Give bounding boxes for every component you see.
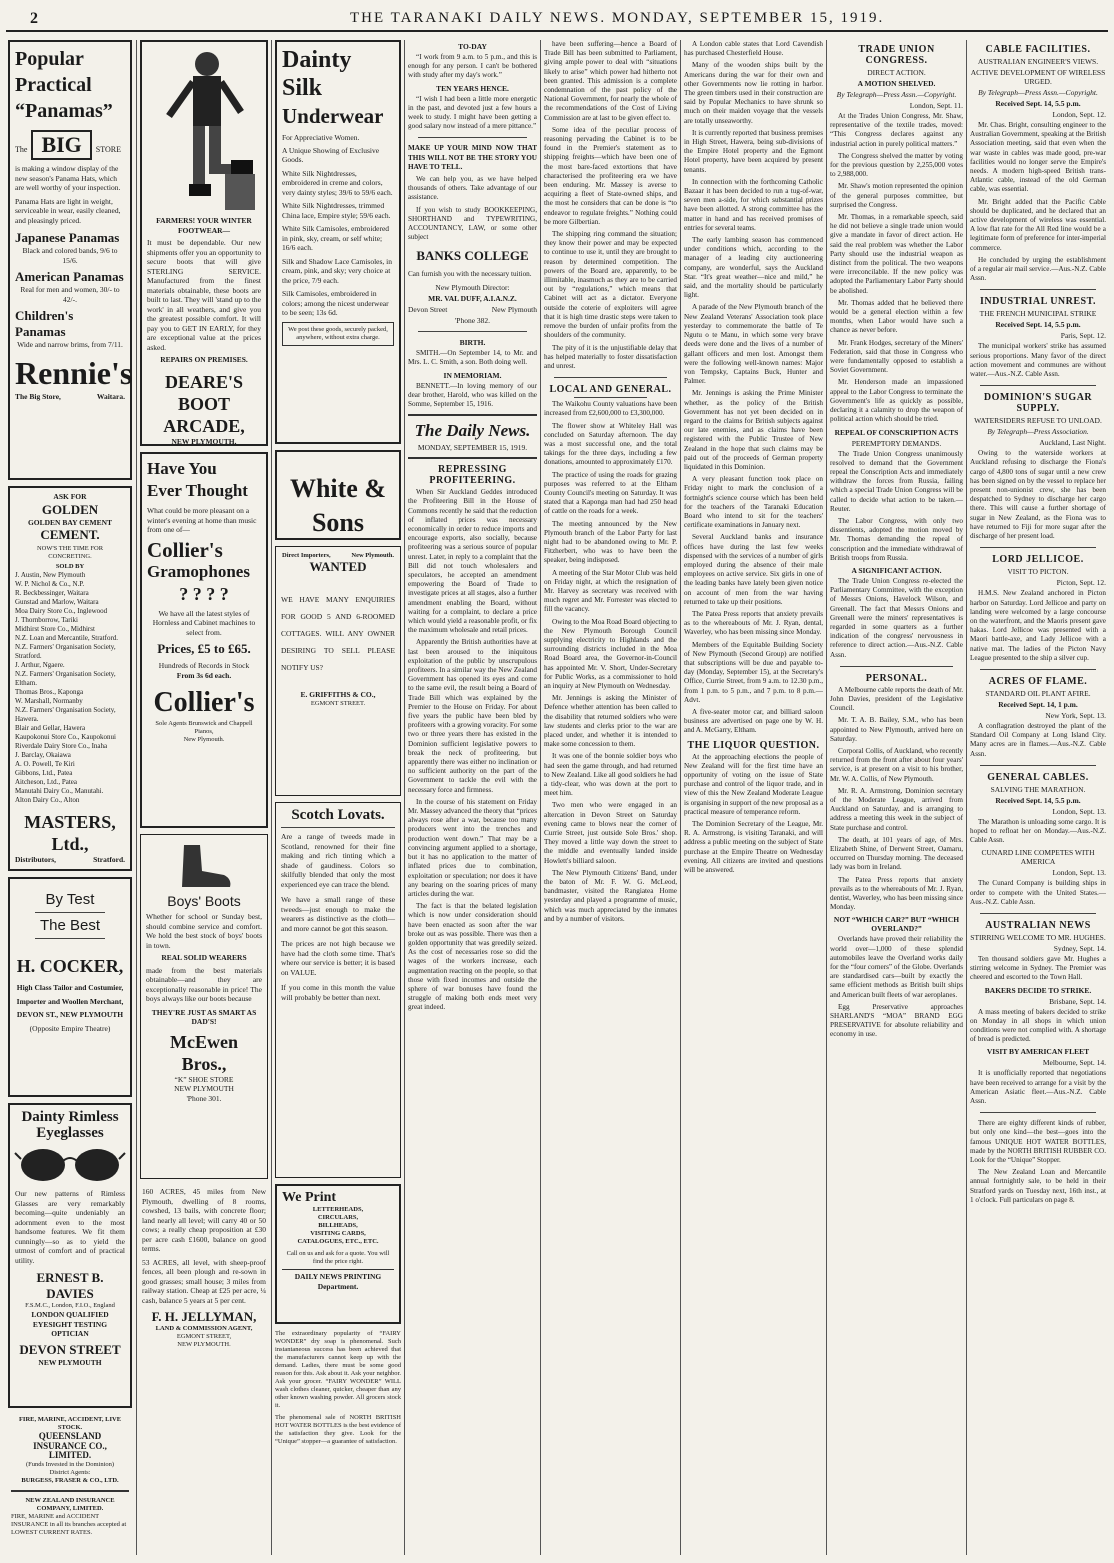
masthead [6, 4, 1108, 32]
product-heading: American Panamas [15, 269, 124, 284]
banks-college-name: BANKS COLLEGE [416, 248, 529, 264]
agent-list-item: Aitcheson, Ltd., Patea [15, 778, 78, 786]
agent-list-item: Kaupokonui Store Co., Kaupokonui [15, 733, 116, 741]
agent-list-item: N.Z. Farmers' Organisation Society, Hawera. [15, 706, 116, 723]
column-1 [8, 40, 132, 1555]
agent-list-item: Thomas Bros., Kaponga [15, 688, 84, 696]
newspaper-page [6, 4, 1108, 1559]
print-item: CATALOGUES, ETC., ETC. [297, 1238, 379, 1245]
agent-list-item: Midhirst Store Co., Midhirst [15, 625, 95, 633]
advert-text: is making a window display of the new season's Panama Hats, which are well worthy of your inspection. [15, 164, 121, 192]
silk-items-list [282, 169, 394, 318]
hot-water-bottle-notice: The phenomenal sale of NORTH BRITISH HOT WATER BOTTLES is the best evidence of the satisfaction they give. Look for the “Unique” stopper—a guarantee of satisfaction. [275, 1414, 401, 1445]
mcewen-logo: McEwen Bros., [170, 1031, 238, 1074]
agent-list-item: R. Beckbessinger, Waitara [15, 589, 89, 597]
deares-boot-arcade-advert: FARMERS! YOUR WINTER FOOTWEAR— It must be dependable. Our new shipments offer you an opportunity to secure boots that will give STERLING SERVICE. Manufactured from the finest materials obtainable, these boots are built to last. They will 'stand up to the work' in all weathers, and give you the greatest possible comfort. It will pay you to GET IN EARLY, for they are exceptional value at the prices asked. REPAIRS ON PREMISES. DEARE'S BOOT ARCADE, NEW PLYMOUTH. [140, 40, 268, 446]
land-agent-adverts: 160 ACRES, 45 miles from New Plymouth, dwelling of 8 rooms, cowshed, 13 bails, with concrete floor; land nearly all level; will carry 40 or 50 cows; a really cheap proposition at £30 per acre cash £1600, balance on good terms. 53 ACRES, all level, with sheep-proof fences, all been plough and re-sown in good grasses; small house; 3 miles from railway station. Cheap at £25 per acre, ¼ cash, balance 5 years at 5 per cent. F. H. JELLYMAN, LAND & COMMISSION AGENT, EGMONT STREET, NEW PLYMOUTH. [142, 1187, 266, 1348]
product-heading: Japanese Panamas [15, 230, 120, 245]
white-and-sons-advert: White & Sons Direct Importers, New Plymouth. [275, 450, 401, 540]
agent-list-item: Gunstad and Marlow, Waitara [15, 598, 99, 606]
masters-logo: MASTERS, Ltd., [24, 812, 116, 854]
agent-list-item: J. Barclay, Okaiawa [15, 751, 71, 759]
column-rule [136, 40, 137, 1555]
column-rule [540, 40, 541, 1555]
panamas-advert: Popular Practical “Panamas” The BIG STORE is making a window display of the new season's Panama Hats, which are well worthy of your inspection. Panama Hats are light in weight, serviceable in wear, easily cleaned, and pleasingly priced. Japanese Panamas Black and colored bands, 9/6 to 15/6. American Panamas Real for men and women, 30/- to 42/-. Children's Panamas Wide and narrow brims, from 7/11. Rennie's The Big Store, Waitara. [8, 40, 132, 480]
column-3 [275, 40, 401, 1555]
agent-list-item: Manutahi Dairy Co., Manutahi. [15, 787, 104, 795]
agent-list-item: J. Arthur, Ngaere. [15, 661, 65, 669]
silk-item: White Silk Camisoles, embroidered in pink, sky, cream, or self white; 16/6 each. [282, 224, 390, 252]
print-items-list [282, 1206, 394, 1246]
boot-icon [174, 841, 234, 891]
deares-logo: DEARE'S [164, 371, 244, 392]
agent-list-item: Alton Dairy Co., Alton [15, 796, 80, 804]
editorial-heading: REPRESSING PROFITEERING. [429, 464, 516, 487]
column-7: TRADE UNION CONGRESS. DIRECT ACTION. A MOTION SHELVED. By Telegraph—Press Assn.—Copyright. London, Sept. 11. At the Trades Union Congress, Mr. Shaw, representative of the textile trades, moved: “This Congress declares against any industrial action in purely political matters.” The Congress shelved the matter by voting for the previous question by 2,255,000 votes to 2,988,000. Mr. Shaw's motion represented the opinion of the general purposes committee, but surprised the Congress. Mr. Thomas, in a remarkable speech, said he did not believe a single trade union would give a mandate in favor of direct action. He said the real problem was whether the Labor Party should use the industrial weapon as distinct from the political. The two weapons were irreconcilable. If the new policy was adopted the Parliamentary Labor Party should be abolished. Mr. Thomas added that he believed there would be a general election within a few months, when Labor would have such a chance as never before. Mr. Frank Hodges, secretary of the Miners' Federation, said that those in Congress who were fundamentally opposed to establish a Soviet Government. Mr. Henderson made an impassioned appeal to the Labor Congress to terminate the Government's life as quickly as possible, declaring it a calamity to drop the weapon of political action which should be tried. REPEAL OF CONSCRIPTION ACTS PEREMPTORY DEMANDS. The Trade Union Congress unanimously resolved to demand that the Government repeal the Conscription Acts and immediately withdraw the forces from Russia, failing which a special Trade Union Congress will be called to decide what action to be taken.—Reuter. The Labor Congress, with only two dissentients, adopted the motion moved by Mr. Thomas demanding the repeal of conscription and the immediate withdrawal of British troops from Russia. A SIGNIFICANT ACTION. The Trade Union Congress re-elected the Parliamentary Committee, with the exception of Messrs Onions, Havelock Wilson, and Greenall. The fact that Messrs Onions and Greenall were the miners' representatives is regarded in some quarters as a further indication of the congress' nervousness in reference to direct action.—Aus.-N.Z. Cable Assn. PERSONAL. A Melbourne cable reports the death of Mr. John Davies, president of the Legislative Council. Mr. T. A. B. Bailey, S.M., who has been appointed to New Plymouth, arrived here on Saturday. Corporal Collis, of Auckland, who recently returned from the front after about four years' service, is at present on a visit to his brother, Mr. W. A. Collis, of New Plymouth. Mr. R. A. Armstrong, Dominion secretary of the Moderate League, arrived from Auckland on Saturday, and is arranging to address a meeting this week in the subject of State purchase and control. The death, at 101 years of age, of Mrs. Elizabeth Shine, of Derwent Street, Oamaru, occurred on Thursday morning. The deceased lady was born in Ireland. The Patea Press reports that anxiety prevails as to the whereabouts of Mr. J. Ryan, dentist, Waverley, who has been missing since Monday. NOT “WHICH CAR?” BUT “WHICH OVERLAND?” Overlands have proved their reliability the world over—1,000 of these splendid automobiles leave the Overland works daily for the “four corners” of the Globe. Overlands are standardised cars—built by exactly the same efficient methods as British built ships and American built fleets of war aeroplanes. Egg Preservative approaches SHARLAND'S “MOA” BRAND EGG PRESERVATIVE for absolute reliability and economy in use. [830, 44, 963, 1039]
fairy-wonder-notice: The extraordinary popularity of “FAIRY WONDER” dry soap is phenomenal. Such instantaneous success has been achieved that the manufacturers cannot keep up with the demand. Ladies, there must be some good reason for this. Ask about it. Ask your neighbor. Ask your grocer. “FAIRY WONDER” WILL wash clothes cleaner, quicker, cheaper than any other known washing powder. All grocers stock it. [275, 1330, 401, 1409]
colliers-gramophones-advert: Have You Ever Thought What could be more pleasant on a winter's evening at home than music from one of— Collier's Gramophones ? ? ? ? We have all the latest styles of Hornless and Cabinet machines to select from. Prices, £5 to £65. Hundreds of Records in Stock From 3s 6d each. Collier's Sole Agents Brunswick and Chappell Pianos, New Plymouth. [140, 452, 268, 828]
cable-facilities-heading: CABLE FACILITIES. [985, 44, 1091, 55]
product-heading: Children's Panamas [15, 308, 74, 339]
insurance-advert: FIRE, MARINE, ACCIDENT, LIVE STOCK. QUEENSLAND INSURANCE CO., LIMITED. (Funds Invested in the Dominion) District Agents: BURGESS, FRASER & CO., LTD. NEW ZEALAND INSURANCE COMPANY, LIMITED. FIRE, MARINE and ACCIDENT INSURANCE in all its branches accepted at LOWEST CURRENT RATES. [8, 1414, 132, 1539]
boys-boots-advert: Boys' Boots Whether for school or Sunday best, should combine service and comfort. We hold the best stock of boys' boots in town. REAL SOLID WEARERS made from the best materials obtainable—and they are exceptionally reasonable in price! The boys always like our boots because THEY'RE JUST AS SMART AS DAD'S! McEwen Bros., “K” SHOE STORE NEW PLYMOUTH 'Phone 301. [140, 834, 268, 1179]
agent-list-item: W. P. Nichol & Co., N.P. [15, 580, 85, 588]
agent-list-item: N.Z. Farmers' Organisation Society, Stratford. [15, 643, 116, 660]
agent-list-item: J. Austin, New Plymouth [15, 571, 86, 579]
agent-list-item: A. O. Powell, Te Kiri [15, 760, 75, 768]
agent-list-item: N.Z. Loan and Mercantile, Stratford. [15, 634, 119, 642]
daily-news-nameplate: The Daily News. [414, 421, 531, 441]
agents-list [15, 571, 125, 805]
farmer-figure-icon [149, 46, 259, 216]
column-rule [966, 40, 967, 1555]
column-rule [271, 40, 272, 1555]
column-8: CABLE FACILITIES. AUSTRALIAN ENGINEER'S VIEWS. ACTIVE DEVELOPMENT OF WIRELESS URGED. By Telegraph—Press Assn.—Copyright. Received Sept. 14, 5.5 p.m. London, Sept. 12. Mr. Chas. Bright, consulting engineer to the Australian Government, speaking at the British Association meeting, said that even when the war waste in cables was made good, pre-war facilities would no longer serve the Empire's needs. A modern high-speed British trans-Atlantic cable, instead of the old German cable, was essential. Mr. Bright added that the Pacific Cable should be duplicated, and he declared that an active development of wireless was essential. A low flat rate for the All Red line would be a legitimate form of preference for inter-imperial commerce. He concluded by urging the establishment of a regular air mail service.—Aus.-N.Z. Cable Assn. INDUSTRIAL UNREST. THE FRENCH MUNICIPAL STRIKE Received Sept. 14, 5.5 p.m. Paris, Sept. 12. The municipal workers' strike has assumed serious proportions. Many favor of the direct action movement and communes are without water.—Aus.-N.Z. Cable Assn. DOMINION'S SUGAR SUPPLY. WATERSIDERS REFUSE TO UNLOAD. By Telegraph—Press Association. Auckland, Last Night. Owing to the waterside workers at Auckland refusing to discharge the Fiona's cargo of 4,800 tons of sugar until a new crew has been signed on by the vessel to replace her present non-unionist crew, she has been despatched to Sydney to discharge her cargo there. This will cause a further shortage of sugar in New Zealand, as the Fiona was to have returned to Fiji for more sugar after the discharge of her present load. LORD JELLICOE. VISIT TO PICTON. Picton, Sept. 12. H.M.S. New Zealand anchored in Picton harbor on Saturday. Lord Jellicoe and party on landing were welcomed by a large concourse on the waterfront, and the Maoris present gave hakas. Lord Jellicoe was presented with a Maori battle-axe, and Lady Jellicoe with a native mat. The ladies of the Picton Navy League presented to the ship a silver cup. ACRES OF FLAME. STANDARD OIL PLANT AFIRE. Received Sept. 14, 1 p.m. New York, Sept. 13. A conflagration destroyed the plant of the Standard Oil Company at Long Island City. Many acres are in flames.—Aus.-N.Z. Cable Assn. GENERAL CABLES. SALVING THE MARATHON. Received Sept. 14, 5.5 p.m. London, Sept. 13. The Marathon is unloading some cargo. It is hoped to refloat her on Monday.—Aus.-N.Z. Cable Assn. CUNARD LINE COMPETES WITH AMERICA London, Sept. 13. The Cunard Company is building ships in order to compete with the United States.—Aus.-N.Z. Cable Assn. AUSTRALIAN NEWS STIRRING WELCOME TO MR. HUGHES. Sydney, Sept. 14. Ten thousand soldiers gave Mr. Hughes a stirring welcome in Sydney. The Premier was cheered and escorted to the Town Hall. BAKERS DECIDE TO STRIKE. Brisbane, Sept. 14. A mass meeting of bakers decided to strike on Monday in all shops in which union conditions were not complied with. A shortage of bread is predicted. VISIT BY AMERICAN FLEET Melbourne, Sept. 14. It is unofficially reported that negotiations have been received to arrange for a visit by the American Asiatic fleet.—Aus.-N.Z. Cable Assn. There are eighty different kinds of rubber, but only one kind—the best—goes into the famous UNIQUE HOT WATER BOTTLES, made by the NORTH BRITISH RUBBER CO. Look for the “Unique” Stopper. The New Zealand Loan and Mercantile annual fortnightly sale, to be held in their Stratford yards on Tuesday next, 16th inst., at 1 o'clock. Full particulars on page 8. [970, 44, 1106, 1204]
agent-list-item: Riverdale Dairy Store Co., Inaha [15, 742, 108, 750]
column-rule [680, 40, 681, 1555]
print-item: CIRCULARS, [317, 1214, 359, 1221]
advert-text: Panama Hats are light in weight, serviceable in wear, easily cleaned, and pleasingly priced. [15, 196, 121, 225]
agent-list-item: Blair and Gellar, Hawera [15, 724, 86, 732]
we-print-advert: We Print LETTERHEADS, CIRCULARS, BILLHEADS, VISITING CARDS, CATALOGUES, ETC., ETC. Call on us and ask for a quote. You will find the price right. DAILY NEWS PRINTING Department. [275, 1184, 401, 1324]
eyeglasses-icon [15, 1145, 125, 1185]
advert-heading: Popular [15, 48, 84, 70]
big-store-logo: The BIG STORE [15, 130, 125, 160]
column-2 [140, 40, 268, 1555]
agent-list-item: Gibbons, Ltd., Patea [15, 769, 73, 777]
cocker-tailor-advert: By Test The Best H. COCKER, High Class Tailor and Costumier, Importer and Woollen Merchant, DEVON ST., NEW PLYMOUTH (Opposite Empire Theatre) [8, 877, 132, 1097]
column-rule [826, 40, 827, 1555]
rennies-logo: Rennie's [15, 354, 133, 391]
newspaper-title: THE TARANAKI DAILY NEWS. MONDAY, SEPTEMBER 15, 1919. [350, 10, 885, 26]
print-item: VISITING CARDS, [310, 1230, 366, 1237]
agent-list-item: N.Z. Farmers' Organisation Society, Eltham. [15, 670, 116, 687]
wanted-advert: WANTED WE HAVE MANY ENQUIRIES FOR GOOD 5 AND 6-ROOMED COTTAGES. WILL ANY OWNER DESIRING TO SELL PLEASE NOTIFY US? E. GRIFFITHS & CO., EGMONT STREET. [275, 546, 401, 796]
scotch-lovats-advert: Scotch Lovats. Are a range of tweeds made in Scotland, renowned for their fine making and rich tinting which a shade of gaudiness. Colors so skilfully blended that only the most experienced eye can trace the blend. We have a small range of these tweeds—just enough to make the wearers as distinctive as the cloth—and more cannot be got this season. The prices are not high because we have had the cloth some time. That's where our service is better; it is based on VALUE. If you come in this month the value will probably be better than next. [275, 802, 401, 1178]
advert-heading: Practical [15, 74, 92, 96]
print-item: LETTERHEADS, [312, 1206, 364, 1213]
silk-item: White Silk Nightdresses, trimmed China lace, Empire style; 59/6 each. [282, 201, 391, 220]
cocker-name: H. COCKER, [16, 956, 124, 976]
golden-bay-cement-advert: ASK FOR GOLDEN GOLDEN BAY CEMENT CEMENT. NOW'S THE TIME FOR CONCRETING. SOLD BY J. Austin, New Plymouth W. P. Nichol & Co., N.P. R. Beckbessinger, Waitara Gunstad and Marlow, Waitara Moa Dairy Store Co., Inglewood J. Thornborrow, Tariki Midhirst Store Co., Midhirst N.Z. Loan and Mercantile, Stratford. N.Z. Farmers' Organisation Society, Stratford. J. Arthur, Ngaere. N.Z. Farmers' Organisation Society, Eltham. Thomas Bros., Kaponga W. Marshall, Normanby N.Z. Farmers' Organisation Society, Hawera. Blair and Gellar, Hawera Kaupokonui Store Co., Kaupokonui Riverdale Dairy Store Co., Inaha J. Barclay, Okaiawa A. O. Powell, Te Kiri Gibbons, Ltd., Patea Aitcheson, Ltd., Patea Manutahi Dairy Co., Manutahi. Alton Dairy Co., Alton MASTERS, Ltd., Distributors, Stratford. [8, 486, 132, 871]
print-item: BILLHEADS, [318, 1222, 358, 1229]
advert-footer: The Big Store, Waitara. [15, 391, 125, 401]
silk-item: Silk Camisoles, embroidered in colors; among the nicest underwear to be seen; 13s 6d. [282, 289, 389, 317]
advert-heading: “Panamas” [15, 100, 113, 122]
local-and-general-heading: LOCAL AND GENERAL. [549, 384, 672, 396]
page-number: 2 [30, 10, 38, 27]
personal-heading: PERSONAL. [865, 672, 928, 684]
column-6: A London cable states that Lord Cavendish has purchased Chesterfield House. Many of the wooden ships built by the Americans during the war for their own and other Governments now lie rotting in harbor. The green timbers used in their construction are said by Popular Mechanics to have shrunk so much on their maiden voyage that the vessels are totally unseaworthy. It is currently reported that business premises in High Street, Hawera, being sub-divisions of the Empire Hotel property and the Egmont Hotel property, have been acquired by present tenants. In connection with the forthcoming Catholic Bazaar it has been decided to run a tug-of-war, seven men a-side, for which substantial prizes have been allotted. A strong committee has the matter in hand and has received promises of entries for several teams. The early lambing season has commenced under conditions which, according to the manager of a leading city auctioneering company, are wonderful, says the Auckland Star. “It's great weather—nice and mild,” he said, and the mortality should be particularly light. A parade of the New Plymouth branch of the New Zealand Veterans' Association took place yesterday to commemorate the battle of Te Ngutu o te Manu, in which some very brave deeds were done and the lives of a number of gallant officers and men lost. Amongst them were the following well-known names: Major von Tempsky, Captains Buck, Hunter and Palmer. Mr. Jennings is asking the Prime Minister whether, as the policy of the British Government has not yet been decided on in regard to the claims for British subjects against our late enemies, and as claims have been registered with the Public Trustee of New Zealand in the hope that such claims may be paid out of the proceeds of German property liquidated in this Dominion. A very pleasant function took place on Friday night to mark the conclusion of a fortnight's science course which has been held for the teachers of the Taranaki Education Board who intend to sit for the teachers' certificate examinations in January next. Several Auckland banks and insurance offices have during the last few weeks dispensed with the services of a number of girls employed during the absence of their male employees on active service. Six girls in one of the leading banks have lately been given notice on account of men from the war having returned to take up their positions. The Patea Press reports that anxiety prevails as to the whereabouts of Mr. J. Ryan, dental, Waverley, who has been missing since Monday. Members of the Equitable Building Society of New Plymouth (Second Group) are notified that subscriptions will be due and payable to-day (Monday, September 15), at the Secretary's Office, Currie Street, from 9 a.m. to 12.30 p.m., from 1 p.m. to 5 p.m., and 7 p.m. to 8 p.m.—Advt. A five-seater motor car, and billiard saloon business are advertised on page one by W. H. and A. McGarry, Eltham. THE LIQUOR QUESTION. At the approaching elections the people of New Zealand will for the first time have an opportunity of voting on the issue of State purchase and control of the liquor trade, and in view of this the New Zealand Moderate League is organising in support of the new proposal as a practical measure of temperance reform. The Dominion Secretary of the League, Mr. R. A. Armstrong, is visiting Taranaki, and will address a public meeting on the subject of State purchase at the Empire Theatre on Wednesday evening. All citizens are invited and questions will be answered. [684, 40, 824, 875]
silk-item: White Silk Nightdresses, embroidered in creme and colors, very dainty styles; 39/6 to 59/6 each. [282, 168, 393, 197]
column-4: TO-DAY “I work from 9 a.m. to 5 p.m., and this is enough for any person. I can't be bothered with study after my day's work.” TEN YEARS HENCE. “I wish I had been a little more energetic in the past, and devoted just a few hours a week to study. I might have been getting a good salary now instead of a mere pittance.” MAKE UP YOUR MIND NOW THAT THIS WILL NOT BE THE STORY YOU HAVE TO TELL. We can help you, as we have helped thousands of others. Take advantage of our assistance. If you wish to study BOOKKEEPING, SHORTHAND and TYPEWRITING, ACCOUNTANCY, LAW, or some other subject BANKS COLLEGE Can furnish you with the necessary tuition. New Plymouth Director: MR. VAL DUFF, A.I.A.N.Z. Devon Street New Plymouth 'Phone 382. BIRTH. SMITH.—On September 14, to Mr. and Mrs. L. C. Smith, a son. Both doing well. IN MEMORIAM. BENNETT.—In loving memory of our dear brother, Harold, who was killed on the Somme, September 15, 1916. The Daily News. MONDAY, SEPTEMBER 15, 1919. REPRESSING PROFITEERING. When Sir Auckland Geddes introduced the Profiteering Bill in the House of Commons recently he said that the reduction of inflated prices was necessary economically in order to reduce imports and encourage exports, also socially, because profiteering was a serious source of popular unrest. Later, in reply to a complaint that the Bill did not touch wholesalers and speculators, he accepted an amendment empowering the Board of Trade to investigate prices at all stages, also a further amendment enabling the Board, without waiting for a complaint, to declare a price which would yield a reasonable profit, or fix the maximum wholesale and retail prices. Apparently the British authorities have at last been aroused to the iniquitous exploitation of the public by unscrupulous profiteers. In a similar way the New Zealand Government has opened its eyes and come to the same evil, the result being a Board of Trade Bill which was explained by the Premier to the House on Friday. For about five years the public have been bled by profiteers with a growing voracity. For some two or three years there has existed in the Dominion sufficient legislative powers to break the neck of profiteering, but apparently there was either no inclination or no sufficient authority on the part of the Government to tackle the evil with the necessary force and firmness. In the course of his statement on Friday Mr. Massey advanced the theory that “prices always rose after a war, because too many producers went into the trenches and production went down.” That may be a convincing argument applied to a shortage, but it has no application to the matter of inflated prices due to combination, exploitation or speculation; nor does it have any bearing on the soaring prices of many articles during the war. The fact is that the belated legislation which is now under consideration should have been enacted as soon after the war broke out as was possible. There was then a golden opportunity that was greedily seized. As the cost of necessaries rose so did the wages of the workers increase, each augmentation reacting on the people, so that those with fixed incomes and outside the sphere of war bonuses have found the struggle of making both ends meet very great indeed. [408, 42, 537, 1012]
white-sons-logo: White & Sons [289, 474, 387, 537]
agent-list-item: Moa Dairy Store Co., Inglewood [15, 607, 108, 615]
column-rule [404, 40, 405, 1555]
agent-list-item: J. Thornborrow, Tariki [15, 616, 78, 624]
eyeglasses-advert: Dainty Rimless Eyeglasses Our new patterns of Rimless Glasses are very remarkably becoming—quite undeniably an adornment even to the most handsome features. We fit them cunningly—so as to yield the utmost of comfort and of practical utility. ERNEST B. DAVIES F.S.M.C., London, F.I.O., England LONDON QUALIFIED EYESIGHT TESTING OPTICIAN DEVON STREET NEW PLYMOUTH [8, 1103, 132, 1408]
dainty-silk-underwear-advert: Dainty Silk Underwear For Appreciative Women. A Unique Showing of Exclusive Goods. White Silk Nightdresses, embroidered in creme and colors, very dainty styles; 39/6 to 59/6 each. White Silk Nightdresses, trimmed China lace, Empire style; 59/6 each. White Silk Camisoles, embroidered in pink, sky, cream, or self white; 16/6 each. Silk and Shadow Lace Camisoles, in cream, pink, and sky; very choice at the price, 7/9 each. Silk Camisoles, embroidered in colors; among the nicest underwear to be seen; 13s 6d. We post these goods, securely packed, anywhere, without extra charge. [275, 40, 401, 444]
optician-name: ERNEST B. DAVIES [36, 1270, 104, 1301]
column-5: have been suffering—hence a Board of Trade Bill has been submitted to Parliament, giving ample power to deal with “situations likely to arise” which power had hitherto not been granted. This admission is a complete condemnation of the past policy of the National Government, for nearly the whole of the recommendations of the Cost of Living Commission are at last to be given effect to. Some idea of the peculiar process of reasoning pervading the Cabinet is to be found in the Premier's statement as to shipping freights—which have been one of the most bare-faced extortions that have characterised the profiteering era we have been enduring. Mr. Massey is averse to acquiring a fleet of State-owned ships, and the most he considers that can be done is “to endeavor to regulate freights.” Nothing could be more Gilbertian. The shipping ring command the situation; they know their power and may be expected to continue to use it, until they are brought to reason by determined competition. The powers of the Board are, apparently, to be illimitable, inasmuch as they are to be carried out by “regulations,” which means that Cabinet will act as a dictator. Everyone outside the coterie of exploiters will agree that it is high time drastic steps were taken to remove the burden of unfair profits from the shoulders of the community. The pity of it is the unjustifiable delay that has helped materially to foster dissatisfaction and unrest. LOCAL AND GENERAL. The Waikohu County valuations have been increased from £2,600,000 to £3,300,000. The flower show at Whiteley Hall was concluded on Saturday afternoon. The day was a most successful one, and the total takings for the three days, including a few donations, amounted to approximately £170. The practice of using the roads for grazing purposes was referred to at the Eltham County Council's meeting on Saturday. It was stated that a Kaponga man had had 250 head of cattle on the roads for a week. The meeting announced by the New Plymouth branch of the Labor Party for last night had to be abandoned owing to Mr. P. Fitzherbert, who was to have been the speaker, being indisposed. A meeting of the Star Motor Club was held on Friday night, at which the resignation of Mr. Harvey as secretary was received with much regret and Mr. Forrester was elected to fill the vacancy. Owing to the Moa Road Board objecting to the New Plymouth Borough Council supplying electricity to Highlands and the surrounding districts included in the Moa Road Board area, the Governor-in-Council has appointed Mr. V. Short, Under-Secretary for Public Works, as a commissioner to hold an inquiry at New Plymouth on Wednesday. Mr. Jennings is asking the Minister of Defence whether attention has been called to the disability that returned soldiers who were law students and clerks prior to the war are placed under, and whether it is intended to make some concession to them. It was one of the bonnie soldier boys who had seen the game through, and had returned to New Zealand. Like all good soldiers he had a tidy-clear, who was down at the port to meet him. Two men who were engaged in an altercation in Devon Street on Saturday evening came to blows near the corner of Currie Street, just outside Sole Bros.' shop. They moved a little way down the street to the middle and eventually landed inside Howlett's billiard saloon. The New Plymouth Citizens' Band, under the baton of Mr. F. W. G. McLeod, bandmaster, visited the Rangiatea Home yesterday and played a programme of music, which was much appreciated by the inmates and by a number of visitors. [544, 40, 677, 923]
silk-item: Silk and Shadow Lace Camisoles, in cream, pink, and sky; very choice at the price, 7/9 each. [282, 256, 392, 285]
colliers-logo: Collier's [153, 687, 255, 718]
agent-list-item: W. Marshall, Normanby [15, 697, 83, 705]
trade-union-heading: TRADE UNION CONGRESS. [858, 44, 935, 66]
